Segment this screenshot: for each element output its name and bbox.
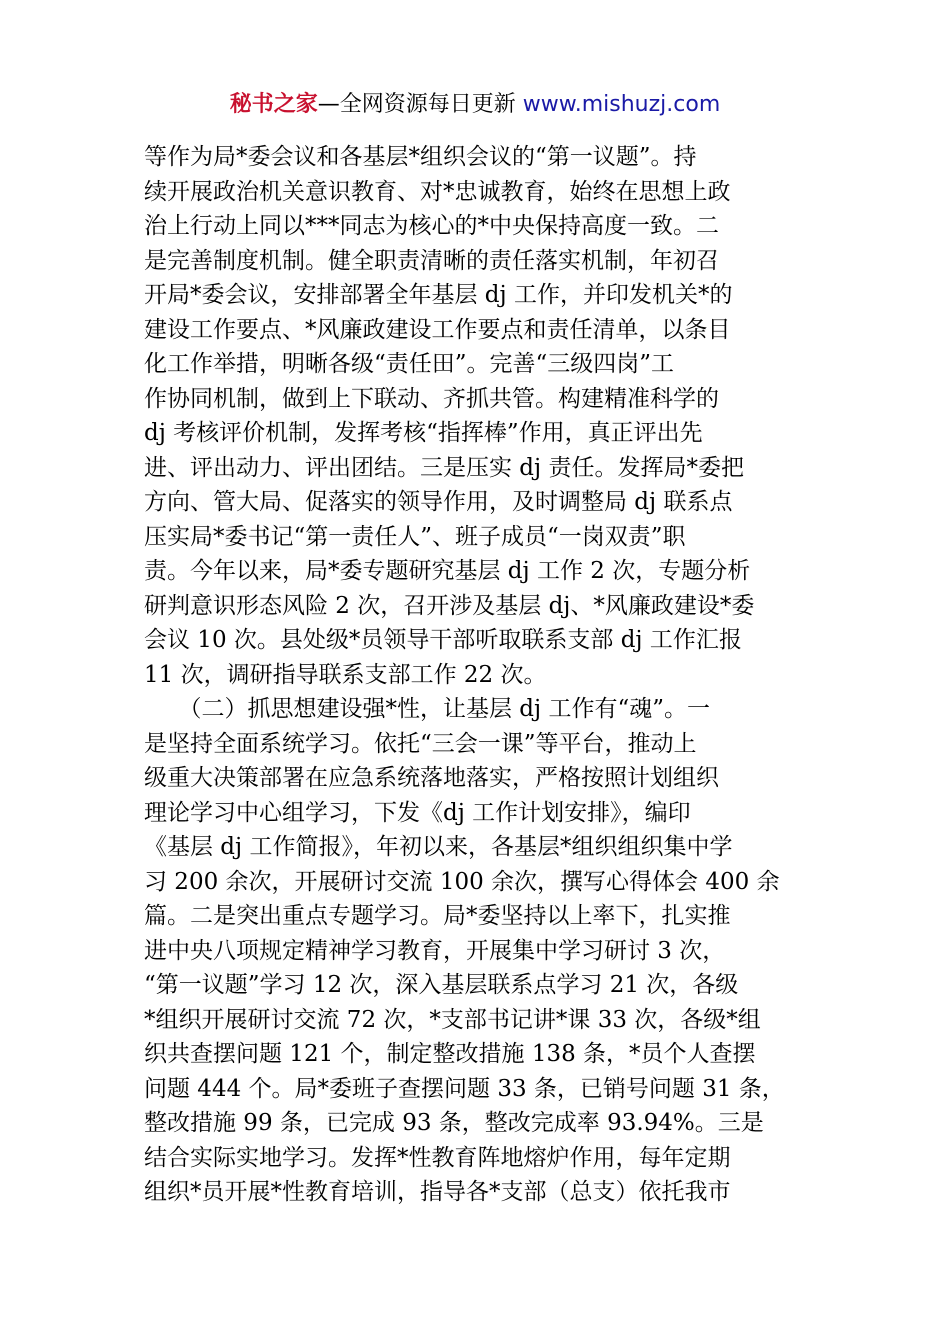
text-line: 研判意识形态风险 2 次，召开涉及基层 dj、*风廉政建设*委 bbox=[144, 592, 755, 619]
text-line: 组织*员开展*性教育培训，指导各*支部（总支）依托我市 bbox=[144, 1179, 731, 1205]
site-header bbox=[0, 88, 950, 122]
text-line: 方向、管大局、促落实的领导作用，及时调整局 dj 联系点 bbox=[144, 489, 733, 515]
text-line: 化工作举措，明晰各级“责任田”。完善“三级四岗”工 bbox=[144, 351, 675, 377]
text-line: 责。今年以来，局*委专题研究基层 dj 工作 2 次，专题分析 bbox=[144, 558, 751, 584]
site-name: 秘书之家 bbox=[229, 92, 318, 117]
text-line: 理论学习中心组学习，下发《dj 工作计划安排》，编印 bbox=[144, 799, 691, 826]
text-line: 压实局*委书记“第一责任人”、班子成员“一岗双责”职 bbox=[144, 523, 686, 550]
text-line: 续开展政治机关意识教育、对*忠诚教育，始终在思想上政 bbox=[144, 178, 731, 205]
text-line: 习 200 余次，开展研讨交流 100 余次，撰写心得体会 400 余 bbox=[144, 868, 780, 895]
paragraph-heading-line: （二）抓思想建设强*性，让基层 dj 工作有“魂”。一 bbox=[144, 696, 710, 722]
text-line: 是坚持全面系统学习。依托“三会一课”等平台，推动上 bbox=[144, 730, 697, 757]
document-body bbox=[144, 140, 814, 1210]
text-line: dj 考核评价机制，发挥考核“指挥棒”作用，真正评出先 bbox=[144, 420, 703, 446]
text-line: 篇。二是突出重点专题学习。局*委坚持以上率下，扎实推 bbox=[144, 903, 731, 929]
text-line: 结合实际实地学习。发挥*性教育阵地熔炉作用，每年定期 bbox=[144, 1144, 731, 1171]
text-line: 等作为局*委会议和各基层*组织会议的“第一议题”。持 bbox=[144, 144, 697, 170]
text-line: 问题 444 个。局*委班子查摆问题 33 条，已销号问题 31 条， bbox=[144, 1075, 785, 1102]
text-line: 是完善制度机制。健全职责清晰的责任落实机制，年初召 bbox=[144, 247, 719, 274]
text-line: 进中央八项规定精神学习教育，开展集中学习研讨 3 次， bbox=[144, 937, 726, 964]
text-line: 建设工作要点、*风廉政建设工作要点和责任清单，以条目 bbox=[144, 316, 731, 343]
site-url-link[interactable]: www.mishuzj.com bbox=[522, 92, 721, 117]
text-line: “第一议题”学习 12 次，深入基层联系点学习 21 次，各级 bbox=[144, 972, 739, 998]
text-line: *组织开展研讨交流 72 次，*支部书记讲*课 33 次，各级*组 bbox=[144, 1006, 761, 1033]
text-line: 进、评出动力、评出团结。三是压实 dj 责任。发挥局*委把 bbox=[144, 454, 744, 481]
text-line: 治上行动上同以***同志为核心的*中央保持高度一致。二 bbox=[144, 213, 719, 239]
text-line: 11 次，调研指导联系支部工作 22 次。 bbox=[144, 661, 547, 688]
site-tagline: —全网资源每日更新 bbox=[317, 92, 516, 117]
text-line: 《基层 dj 工作简报》，年初以来，各基层*组织组织集中学 bbox=[144, 834, 733, 860]
text-line: 作协同机制，做到上下联动、齐抓共管。构建精准科学的 bbox=[144, 385, 719, 412]
text-line: 开局*委会议，安排部署全年基层 dj 工作，并印发机关*的 bbox=[144, 282, 733, 308]
text-line: 会议 10 次。县处级*员领导干部听取联系支部 dj 工作汇报 bbox=[144, 627, 742, 653]
text-line: 织共查摆问题 121 个，制定整改措施 138 条，*员个人查摆 bbox=[144, 1041, 756, 1067]
text-line: 整改措施 99 条，已完成 93 条，整改完成率 93.94%。三是 bbox=[144, 1110, 764, 1136]
text-line: 级重大决策部署在应急系统落地落实，严格按照计划组织 bbox=[144, 765, 719, 791]
